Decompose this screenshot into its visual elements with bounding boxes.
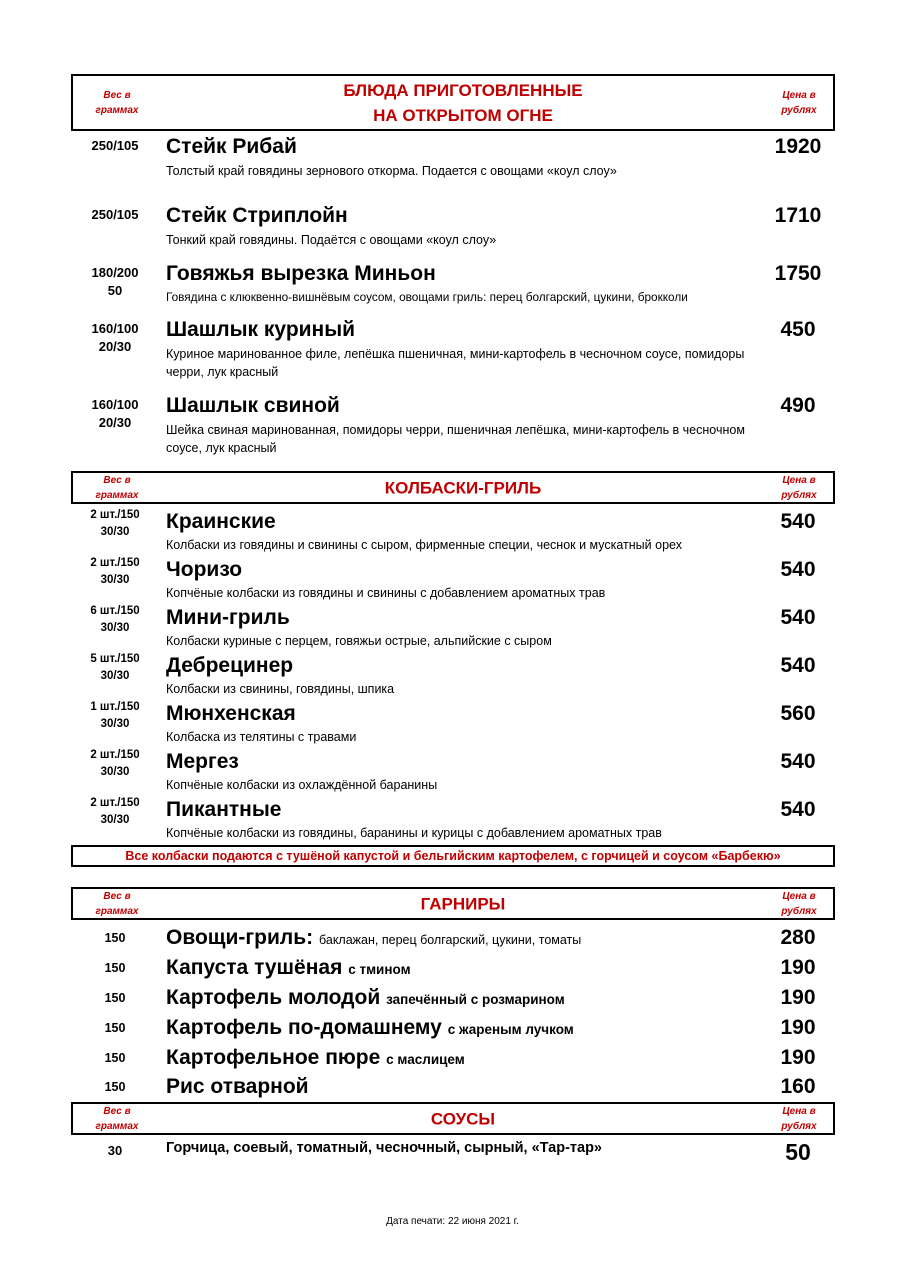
section-title-sausages: КОЛБАСКИ-ГРИЛЬ — [384, 478, 542, 497]
item-weight: 2 шт./150 30/30 — [90, 557, 140, 586]
item-name: Мюнхенская — [166, 702, 296, 725]
item-price: 160 — [780, 1075, 816, 1098]
weight-column-label: Вес в граммах — [95, 89, 139, 116]
item-weight: 150 — [104, 931, 126, 945]
item-description: Толстый край говядины зернового откорма. Подается с овощами «коул слоу» — [166, 164, 617, 178]
item-weight: 150 — [104, 961, 126, 975]
item-name-text: Овощи-гриль: — [166, 926, 314, 949]
section-header-sides — [71, 887, 835, 920]
item-name: Стейк Стриплойн — [166, 204, 348, 227]
item-price: 190 — [780, 956, 816, 979]
item-price: 190 — [780, 1016, 816, 1039]
item-price: 540 — [780, 510, 816, 533]
section-header-sausages — [71, 471, 835, 504]
item-name — [166, 1045, 465, 1073]
price-column-label: Цена в рублях — [781, 1105, 817, 1132]
item-name: Чоризо — [166, 558, 243, 581]
item-weight: 2 шт./150 30/30 — [90, 749, 140, 778]
item-description: Колбаски из свинины, говядины, шпика — [166, 682, 395, 696]
item-weight: 150 — [104, 1080, 126, 1094]
item-name — [166, 955, 411, 983]
item-description: Колбаски из говядины и свинины с сыром, фирменные специи, чеснок и мускатный орех — [166, 538, 682, 552]
item-subtitle: баклажан, перец болгарский, цукини, томаты — [319, 933, 582, 947]
item-subtitle: с тмином — [348, 962, 411, 977]
item-description: Колбаска из телятины с травами — [166, 730, 357, 744]
item-price: 190 — [780, 1046, 816, 1069]
item-price: 560 — [780, 702, 816, 725]
item-description: Копчёные колбаски из говядины и свинины с добавлением ароматных трав — [166, 586, 606, 600]
section-title-sides: ГАРНИРЫ — [420, 894, 506, 913]
item-name-text: Рис отварной — [166, 1075, 309, 1098]
price-column-label: Цена в рублях — [781, 890, 817, 917]
item-price: 280 — [780, 926, 816, 949]
item-weight: 5 шт./150 30/30 — [90, 653, 140, 682]
item-price: 1750 — [774, 262, 822, 285]
item-price: 540 — [780, 654, 816, 677]
item-price: 190 — [780, 986, 816, 1009]
price-column-label: Цена в рублях — [781, 89, 817, 116]
item-weight: 160/100 20/30 — [91, 397, 139, 430]
sausages-note: Все колбаски подаются с тушёной капустой и бельгийским картофелем, с горчицей и соусом «Барбекю» — [71, 845, 835, 867]
item-weight: 150 — [104, 1051, 126, 1065]
item-name: Краинские — [166, 510, 276, 533]
item-name: Мини-гриль — [166, 606, 290, 629]
item-description: Копчёные колбаски из охлаждённой баранины — [166, 778, 438, 792]
item-name — [166, 925, 581, 953]
item-price: 540 — [780, 750, 816, 773]
item-name — [166, 1015, 574, 1043]
item-name — [166, 1074, 309, 1102]
section-title-sauces: СОУСЫ — [430, 1109, 496, 1128]
item-weight: 180/200 50 — [91, 265, 139, 298]
item-description: Колбаски куриные с перцем, говяжьи острые, альпийские с сыром — [166, 634, 552, 648]
item-subtitle: с маслицем — [386, 1052, 465, 1067]
item-name-text: Капуста тушёная — [166, 956, 343, 979]
item-weight: 2 шт./150 30/30 — [90, 797, 140, 826]
item-price: 540 — [780, 558, 816, 581]
weight-column-label: Вес в граммах — [95, 474, 139, 501]
item-name — [166, 985, 565, 1013]
item-name: Пикантные — [166, 798, 282, 821]
section-title-grill — [161, 78, 765, 128]
item-name: Стейк Рибай — [166, 135, 297, 158]
item-name-text: Картофельное пюре — [166, 1046, 381, 1069]
item-price: 450 — [780, 318, 816, 341]
item-weight: 2 шт./150 30/30 — [90, 509, 140, 538]
print-date: Дата печати: 22 июня 2021 г. — [386, 1216, 519, 1227]
item-weight: 6 шт./150 30/30 — [90, 605, 140, 634]
price-column-label: Цена в рублях — [781, 474, 817, 501]
item-price: 540 — [780, 798, 816, 821]
item-name: Шашлык куриный — [166, 318, 356, 341]
item-description: Шейка свиная маринованная, помидоры черри, пшеничная лепёшка, мини-картофель в чесночном соусе, лук красный — [166, 423, 745, 455]
section-title-line2: НА ОТКРЫТОМ ОГНЕ — [373, 105, 553, 125]
item-description: Говядина с клюквенно-вишнёвым соусом, овощами гриль: перец болгарский, цукини, брокколи — [166, 290, 688, 304]
item-weight: 250/105 — [91, 207, 139, 222]
weight-column-label: Вес в граммах — [95, 1105, 139, 1132]
item-weight: 160/100 20/30 — [91, 321, 139, 354]
weight-column-label: Вес в граммах — [95, 890, 139, 917]
item-name: Дебрецинер — [166, 654, 294, 677]
item-description: Куриное маринованное филе, лепёшка пшеничная, мини-картофель в чесночном соусе, помидоры черри, лук красный — [166, 347, 745, 379]
item-price: 1710 — [774, 204, 822, 227]
item-description: Тонкий край говядины. Подаётся с овощами «коул слоу» — [166, 233, 497, 247]
item-name-text: Картофель по-домашнему — [166, 1016, 442, 1039]
item-subtitle: запечённый с розмарином — [386, 992, 565, 1007]
item-price: 50 — [785, 1139, 811, 1165]
item-weight: 150 — [104, 1021, 126, 1035]
section-header-grill — [71, 74, 835, 131]
item-name: Говяжья вырезка Миньон — [166, 262, 436, 285]
item-price: 540 — [780, 606, 816, 629]
item-price: 490 — [780, 394, 816, 417]
item-weight: 30 — [107, 1143, 123, 1158]
item-name: Шашлык свиной — [166, 394, 340, 417]
item-weight: 1 шт./150 30/30 — [90, 701, 140, 730]
item-weight: 150 — [104, 991, 126, 1005]
item-price: 1920 — [774, 135, 822, 158]
item-subtitle: с жареным лучком — [447, 1022, 574, 1037]
item-name: Мергез — [166, 750, 239, 773]
item-weight: 250/105 — [91, 138, 139, 153]
section-header-sauces — [71, 1102, 835, 1135]
item-description: Копчёные колбаски из говядины, баранины и курицы с добавлением ароматных трав — [166, 826, 662, 840]
item-name: Горчица, соевый, томатный, чесночный, сырный, «Тар-тар» — [166, 1140, 602, 1156]
section-title-line1: БЛЮДА ПРИГОТОВЛЕННЫЕ — [343, 80, 583, 100]
item-name-text: Картофель молодой — [166, 986, 381, 1009]
